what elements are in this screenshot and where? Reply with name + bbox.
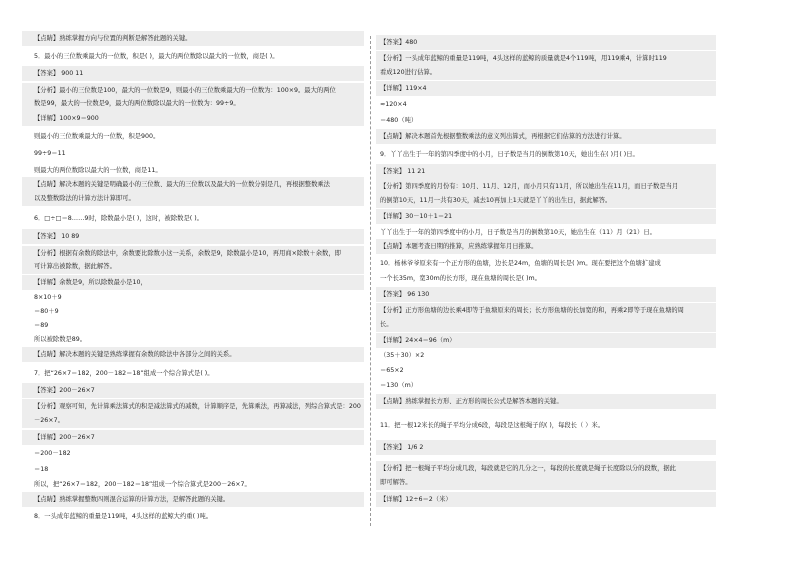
right-line-12: 丫丫出生于一年的第四季度中的小月，日子数是当月的倒数第10天，她出生在（11）月（21）日。	[380, 229, 656, 236]
left-line-14: 可计算出被除数，据此解答。	[22, 259, 364, 274]
left-line-13: 【分析】根据有余数的除法中，余数要比除数小这一关系，余数是9，除数最小是10，再用商×除数＋余数，即	[22, 246, 364, 261]
right-line-21: ＝65×2	[380, 367, 404, 374]
column-divider	[370, 36, 371, 526]
left-line-2: 【答案】 900 11	[22, 66, 364, 81]
right-line-16: 【答案】 96 130	[376, 287, 716, 302]
left-line-18: ＝89	[34, 322, 49, 329]
left-line-12: 【答案】 10 89	[22, 229, 364, 244]
right-line-7: 9．丫丫出生于一年的第四季度中的小月，日子数是当月的倒数第10天，她出生在( )月( )日。	[380, 151, 639, 158]
right-line-18: 长。	[376, 317, 716, 332]
left-line-26: ＝200－182	[34, 450, 71, 457]
right-line-10: 的倒第10天，11月一共有30天，减去10再加上1天就是丫丫的出生日，据此解答。	[376, 193, 716, 208]
right-line-11: 【详解】30－10＋1＝21	[376, 209, 716, 224]
left-line-7: 99÷9＝11	[34, 150, 66, 157]
left-line-21: 7．把“26×7＝182，200－182＝18”组成一个综合算式是( )。	[34, 370, 214, 377]
left-line-19: 所以被除数是89。	[34, 336, 87, 343]
left-line-8: 则最大的两位数除以最大的一位数，商是11。	[34, 167, 162, 174]
left-line-29: 【点睛】熟练掌握整数四则混合运算的计算方法，是解答此题的关键。	[22, 492, 364, 507]
left-line-9: 【点睛】解决本题的关键是明确最小的三位数、最大的三位数以及最大的一位数分别是几，再根据整数乘法	[22, 177, 364, 192]
left-line-16: 8×10＋9	[34, 294, 62, 301]
right-line-24: 11．把一根12米长的绳子平均分成6段，每段是这根绳子的( )，每段长（ ）米。	[380, 422, 605, 429]
right-line-5: ＝480（吨）	[380, 117, 418, 124]
right-line-2: 看成120进行估算。	[376, 65, 716, 80]
left-line-5: 【详解】100×9＝900	[22, 111, 364, 126]
left-line-25: 【详解】200－26×7	[22, 430, 364, 445]
left-line-1: 5．最小的三位数乘最大的一位数，积是( )，最大的两位数除以最大的一位数，商是( )。	[34, 53, 279, 60]
right-line-17: 【分析】正方形鱼塘的边长乘4即等于鱼塘原来的周长；长方形鱼塘的长加宽的和，再乘2即等于现在鱼塘的周	[376, 303, 716, 318]
left-line-28: 所以，把“26×7＝182，200－182＝18”组成一个综合算式是200－26×7。	[34, 481, 251, 488]
right-line-14: 10．杨林爷爷原来有一个正方形的鱼塘，边长是24m，鱼塘的周长是( )m。现在要把这个鱼塘扩建成	[380, 260, 661, 267]
right-line-9: 【分析】第四季度的月份有：10月、11月、12月，而小月只有11月，所以她出生在11月，而日子数是当月	[376, 179, 716, 194]
right-line-26: 【分析】把一根绳子平均分成几段，每段就是它的几分之一，每段的长度就是绳子长度除以分的段数，据此	[376, 461, 716, 476]
right-line-20: （35＋30）×2	[380, 352, 425, 359]
right-line-0: 【答案】480	[376, 35, 716, 50]
left-line-20: 【点睛】解决本题的关键是熟练掌握有余数的除法中各部分之间的关系。	[22, 347, 364, 362]
right-line-22: ＝130（m）	[380, 382, 418, 389]
right-line-23: 【点睛】熟练掌握长方形、正方形的周长公式是解答本题的关键。	[376, 394, 716, 409]
left-line-10: 以及整数除法的计算方法计算即可。	[22, 191, 364, 206]
left-line-23: 【分析】观察可知，先计算乘法算式的积是减法算式的减数，计算顺序是，先算乘法，再算减法，列综合算式是：200	[22, 399, 364, 414]
left-line-6: 则最小的三位数乘最大的一位数，积是900。	[34, 133, 160, 140]
left-line-22: 【答案】200－26×7	[22, 383, 364, 398]
right-line-8: 【答案】 11 21	[376, 164, 716, 179]
right-line-6: 【点睛】解决本题首先根据整数乘法的意义列出算式，再根据它们估算的方法进行计算。	[376, 129, 716, 144]
right-line-1: 【分析】一头成年蓝鲸的重量是119吨，4头这样的蓝鲸的质量就是4个119吨，用119乘4，计算时119	[376, 51, 716, 66]
right-line-3: 【详解】119×4	[376, 81, 716, 96]
right-line-28: 【详解】12÷6＝2（米）	[376, 492, 716, 507]
left-line-3: 【分析】最小的三位数是100，最大的一位数是9，则最小的三位数乘最大的一位数为：100×9。最大的两位	[22, 83, 364, 98]
left-line-30: 8．一头成年蓝鲸的重量是119吨，4头这样的蓝鲸大约重( )吨。	[34, 513, 213, 520]
right-line-19: 【详解】24×4＝96（m）	[376, 333, 716, 348]
right-line-13: 【点睛】本题考查日期的推算，应熟练掌握年月日推算。	[376, 239, 716, 254]
right-line-15: 一个长35m，宽30m的长方形，现在鱼塘的周长是( )m。	[380, 275, 541, 282]
left-line-27: ＝18	[34, 466, 49, 473]
right-line-4: ≈120×4	[380, 101, 407, 108]
right-line-25: 【答案】 1/6 2	[376, 440, 716, 455]
right-line-27: 即可解答。	[376, 475, 716, 490]
left-line-0: 【点睛】熟练掌握方向与位置的判断是解答此题的关键。	[22, 31, 364, 46]
left-line-15: 【详解】余数是9，所以除数最小是10，	[22, 275, 364, 290]
left-line-4: 数是99，最大的一位数是9，最大的两位数除以最大的一位数为：99÷9。	[22, 96, 364, 111]
left-line-24: －26×7。	[22, 413, 364, 428]
left-line-17: ＝80＋9	[34, 308, 59, 315]
left-line-11: 6．□÷□＝8……9时，除数最小是( )，这时，被除数是( )。	[34, 215, 203, 222]
